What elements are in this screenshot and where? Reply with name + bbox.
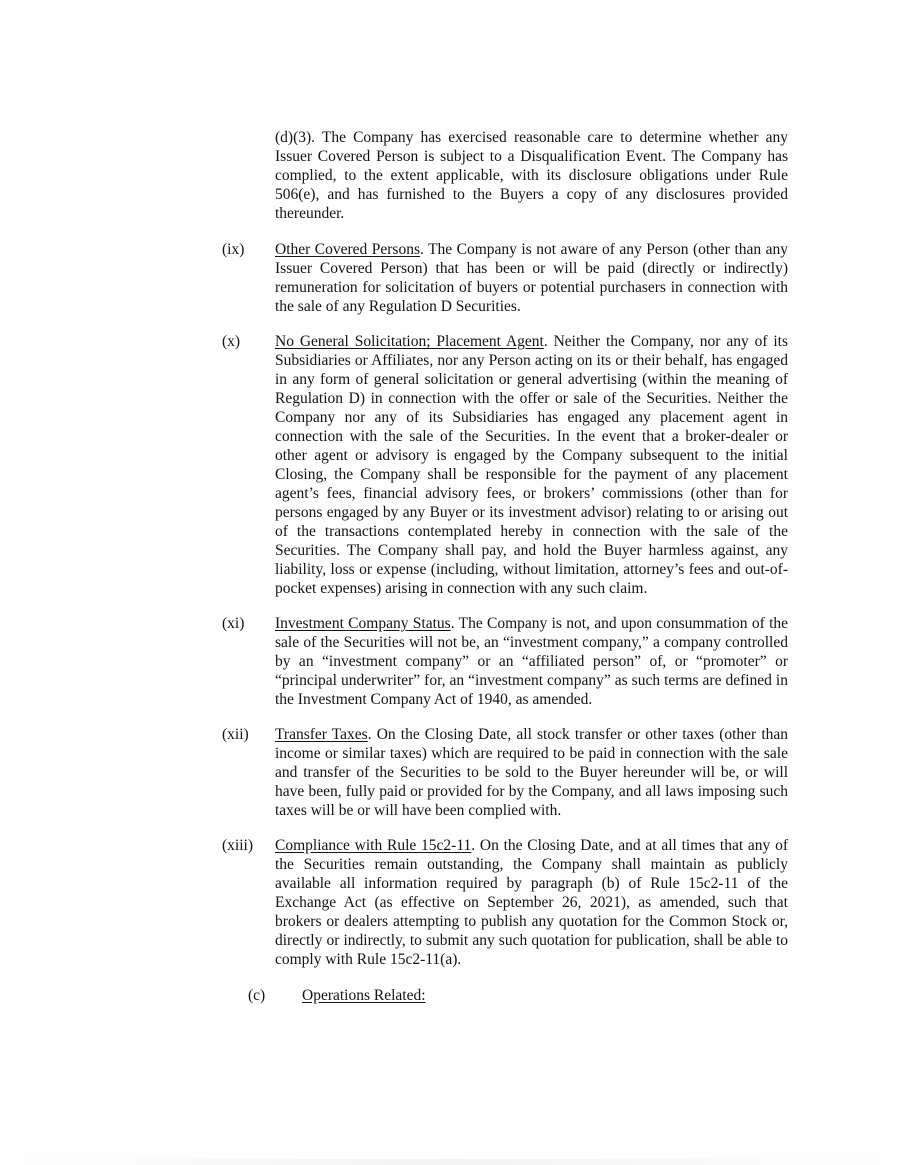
item-label-xiii: (xiii) (222, 837, 253, 854)
item-text-xii (275, 725, 788, 820)
item-label-ix: (ix) (222, 241, 245, 258)
subsection-c (248, 986, 788, 1005)
item-heading-ix: Other Covered Persons (275, 241, 420, 258)
item-text-x (275, 332, 788, 598)
item-heading-xii: Transfer Taxes (275, 726, 368, 743)
subsection-label: (c) (248, 987, 266, 1004)
list-item-x (222, 332, 788, 598)
item-body-xii: . On the Closing Date, all stock transfer or other taxes (other than income or similar taxes) which are required to be paid in connection with the sale and transfer of the Securities to be sold to the Buyer hereunder will be, or will have been, fully paid or provided for by the Company, and all laws imposing such taxes will be or will have been complied with. (275, 726, 788, 819)
list-item-xi (222, 614, 788, 709)
continuation-paragraph: (d)(3). The Company has exercised reasonable care to determine whether any Issuer Covered Person is subject to a Disqualification Event. The Company has complied, to the extent applicable, with its disclosure obligations under Rule 506(e), and has furnished to the Buyers a copy of any disclosures provided thereunder. (275, 129, 788, 222)
item-label-x: (x) (222, 333, 241, 350)
item-body-ix: . The Company is not aware of any Person (other than any Issuer Covered Person) that has been or will be paid (directly or indirectly) remuneration for solicitation of buyers or potential purchasers in connection with the sale of any Regulation D Securities. (275, 241, 788, 315)
item-text-xi (275, 614, 788, 709)
item-heading-x: No General Solicitation; Placement Agent (275, 333, 544, 350)
item-label-xii: (xii) (222, 726, 249, 743)
item-body-x: . Neither the Company, nor any of its Subsidiaries or Affiliates, nor any Person acting on its or their behalf, has engaged in any form of general solicitation or general advertising (within the meaning of Regulation D) in connection with the offer or sale of the Securities. Neither the Company nor any of its Subsidiaries has engaged any placement agent in connection with the sale of the Securities. In the event that a broker-dealer or other agent or advisory is engaged by the Company subsequent to the initial Closing, the Company shall be responsible for the payment of any placement agent’s fees, financial advisory fees, or brokers’ commissions (other than for persons engaged by any Buyer or its investment advisor) relating to or arising out of the transactions contemplated hereby in connection with the sale of the Securities. The Company shall pay, and hold the Buyer harmless against, any liability, loss or expense (including, without limitation, attorney’s fees and out-of-pocket expenses) arising in connection with any such claim. (275, 333, 789, 597)
item-text-ix (275, 240, 788, 316)
list-item-xiii (222, 836, 788, 969)
item-text-xiii (275, 836, 788, 969)
scan-artifact (0, 1159, 900, 1165)
item-heading-xi: Investment Company Status (275, 615, 451, 632)
list-item-xii (222, 725, 788, 820)
item-body-xi: . The Company is not, and upon consummation of the sale of the Securities will not be, an “investment company,” a company controlled by an “investment company” or an “affiliated person” of, or “promoter” or “principal underwriter” for, an “investment company” as such terms are defined in the Investment Company Act of 1940, as amended. (275, 615, 789, 708)
item-label-xi: (xi) (222, 615, 245, 632)
subsection-heading: Operations Related: (302, 987, 426, 1004)
item-body-xiii: . On the Closing Date, and at all times that any of the Securities remain outstanding, the Company shall maintain as publicly available all information required by paragraph (b) of Rule 15c2-11 of the Exchange Act (as effective on September 26, 2021), as amended, such that brokers or dealers attempting to publish any quotation for the Common Stock or, directly or indirectly, to submit any such quotation for publication, shall be able to comply with Rule 15c2-11(a). (275, 837, 788, 968)
list-item-ix (222, 240, 788, 316)
item-heading-xiii: Compliance with Rule 15c2-11 (275, 837, 472, 854)
